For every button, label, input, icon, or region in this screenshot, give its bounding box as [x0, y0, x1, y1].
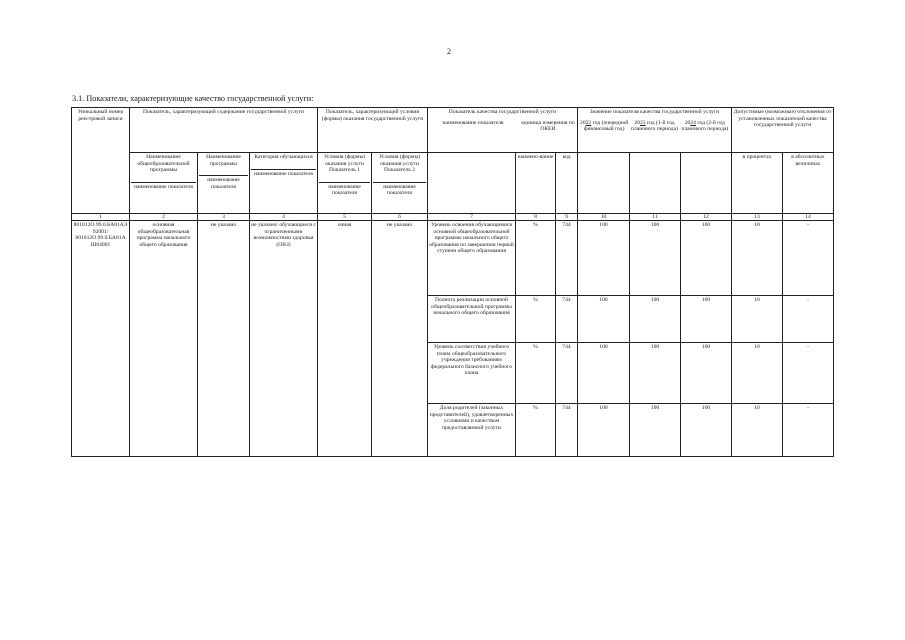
header-value-1-cell: [578, 153, 630, 214]
indicator-value-1: 100: [578, 404, 630, 457]
col-number: 6: [372, 214, 428, 221]
section-heading: 3.1. Показатели, характеризующие качество государственной услуги:: [72, 94, 314, 103]
header-unit-code: код: [556, 153, 578, 214]
header-sub-indicator-2: Условия (формы) оказания услуги Показатель 2 наименование показателя: [372, 153, 428, 214]
indicator-value-1: 100: [578, 343, 630, 404]
header-value-2-cell: [630, 153, 681, 214]
col-number: 7: [428, 214, 516, 221]
record-form: очная: [318, 221, 372, 457]
indicator-dev-percent: 10: [732, 343, 783, 404]
header-sub-program-name: Наименование программы наименование показателя: [198, 153, 250, 214]
record-program: основная общеобразовательная программа начального общего образования: [130, 221, 198, 457]
indicator-value-2: 100: [630, 404, 681, 457]
record-indicator-2: не указано: [372, 221, 428, 457]
indicator-unit: %: [516, 404, 556, 457]
indicator-code: 744: [556, 221, 578, 296]
indicator-unit: %: [516, 221, 556, 296]
indicator-dev-abs: -: [783, 404, 834, 457]
col-number: 5: [318, 214, 372, 221]
header-sub-category: Категория обучающихся наименование показателя: [250, 153, 318, 214]
indicator-name: Уровень освоения обучающимися основной общеобразовательной программы начального общего образования по завершении первой ступени общего образования: [428, 221, 516, 296]
indicator-value-2: 100: [630, 221, 681, 296]
indicator-dev-abs: -: [783, 296, 834, 343]
header-year-1: 2022 год (очередной финансовый год): [580, 119, 629, 133]
indicator-value-3: 100: [681, 343, 732, 404]
indicator-dev-abs: -: [783, 221, 834, 296]
quality-indicators-table: [71, 107, 834, 457]
indicator-name: Доля родителей (законных представителей), удовлетворенных условиями и качеством предоставляемой услуги: [428, 404, 516, 457]
header-year-3: 2024 год (2-й год планового периода): [681, 119, 729, 133]
indicator-value-3: 100: [681, 221, 732, 296]
indicator-code: 744: [556, 343, 578, 404]
header-sub-program: Наименование общеобразовательной программы наименование показателя: [130, 153, 198, 214]
header-content-group: Показатель, характеризующий содержание государственной услуги: [130, 108, 318, 153]
record-id: 801012О.99.0.БА81АЭ92001/ 801012О.99.0.БА81АШ04001: [72, 221, 130, 457]
col-number: 2: [130, 214, 198, 221]
col-number: 13: [732, 214, 783, 221]
indicator-dev-percent: 10: [732, 296, 783, 343]
indicator-value-1: 100: [578, 296, 630, 343]
header-registry-number: Уникальный номер реестровой записи: [72, 108, 130, 214]
indicator-value-2: 100: [630, 296, 681, 343]
col-number: 10: [578, 214, 630, 221]
header-quality-group: Показатель качества государственной услуги наименование показателя единица измерения по ОКЕИ: [428, 108, 578, 153]
page-number: 2: [447, 47, 451, 56]
indicator-dev-percent: 10: [732, 221, 783, 296]
indicator-unit: %: [516, 296, 556, 343]
header-sub-indicator-1: Условия (формы) оказания услуги Показатель 1 наименование показателя: [318, 153, 372, 214]
header-conditions-group: Показатель, характеризующий условия (формы) оказания государственной услуги: [318, 108, 428, 153]
record-category: не указано/ обучающиеся с ограниченными возможностями здоровья (ОВЗ): [250, 221, 318, 457]
col-number: 9: [556, 214, 578, 221]
header-deviation-group: Допустимые (возможные) отклонения от установленных показателей качества государственной услуги: [732, 108, 834, 153]
col-number: 12: [681, 214, 732, 221]
header-value-3-cell: [681, 153, 732, 214]
col-number: 3: [198, 214, 250, 221]
col-number: 8: [516, 214, 556, 221]
indicator-value-2: 100: [630, 343, 681, 404]
header-unit-okei: единица измерения по ОКЕИ: [521, 119, 575, 133]
indicator-code: 744: [556, 404, 578, 457]
header-values-group: Значение показателя качества государственной услуги 2022 год (очередной финансовый год) 2023 год (1-й год планового периода) 2024 год (2-й год планового периода): [578, 108, 732, 153]
col-number: 4: [250, 214, 318, 221]
record-program-name: не указано: [198, 221, 250, 457]
indicator-name: Полнота реализации основной общеобразовательной программы начального общего образования: [428, 296, 516, 343]
col-number: 14: [783, 214, 834, 221]
indicator-dev-abs: -: [783, 343, 834, 404]
header-unit-name: наимено-вание: [516, 153, 556, 214]
col-number: 11: [630, 214, 681, 221]
indicator-value-1: 100: [578, 221, 630, 296]
header-quality-name-cell: [428, 153, 516, 214]
col-number: 1: [72, 214, 130, 221]
header-year-2: 2023 год (1-й год планового периода): [631, 119, 678, 133]
indicator-name: Уровень соответствия учебного плана общеобразовательного учреждения требованиям федерального базисного учебного плана: [428, 343, 516, 404]
indicator-code: 744: [556, 296, 578, 343]
header-quality-name: наименование показателя: [442, 119, 504, 126]
indicator-value-3: 100: [681, 296, 732, 343]
header-dev-abs: в абсолютных величинах: [783, 153, 834, 214]
indicator-dev-percent: 10: [732, 404, 783, 457]
indicator-value-3: 100: [681, 404, 732, 457]
indicator-unit: %: [516, 343, 556, 404]
header-dev-percent: в процентах: [732, 153, 783, 214]
